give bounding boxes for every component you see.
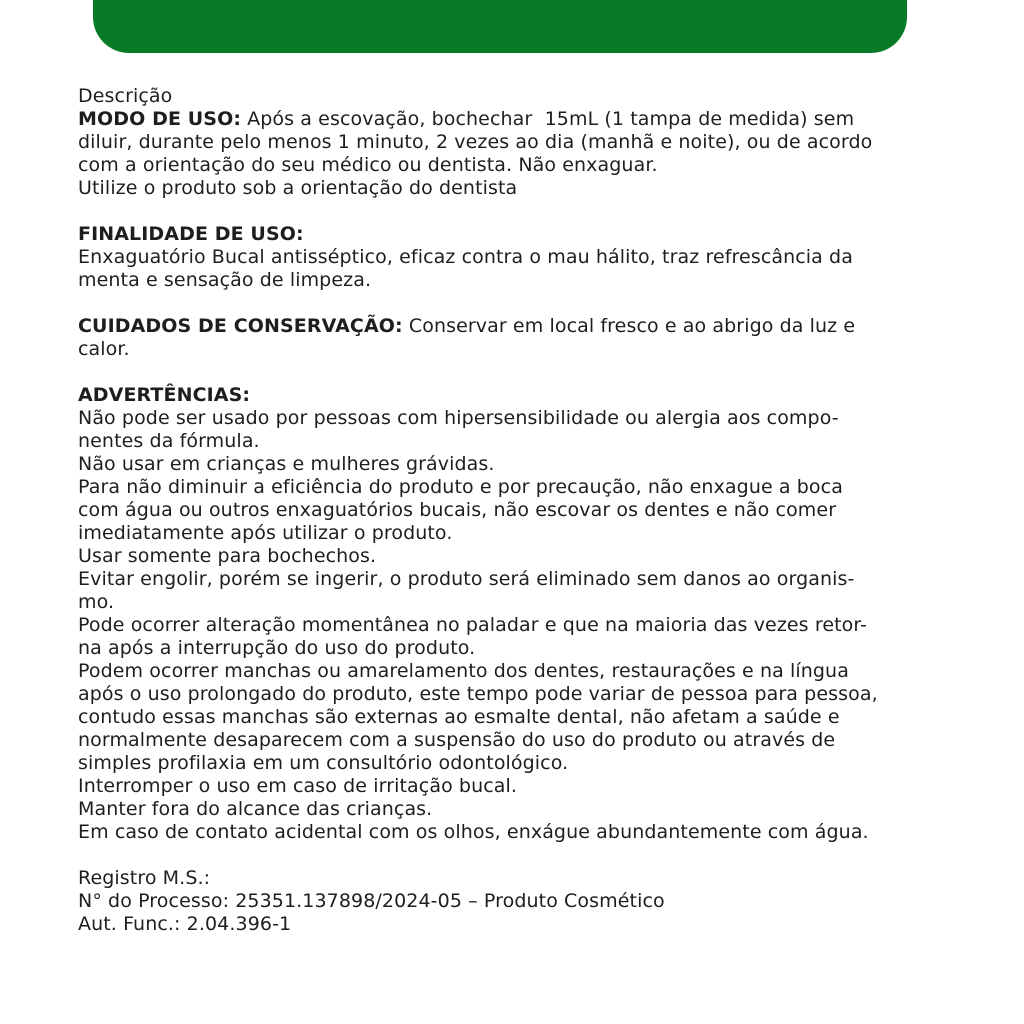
text-line: Não usar em crianças e mulheres grávidas. (78, 453, 495, 475)
text-line: Registro M.S.: (78, 867, 211, 889)
text-line: simples profilaxia em um consultório odontológico. (78, 752, 569, 774)
text-line: Pode ocorrer alteração momentânea no paladar e que na maioria das vezes retor- (78, 614, 868, 636)
section-registro (78, 867, 968, 936)
section-descricao-modo-de-uso (78, 85, 968, 200)
text-line: normalmente desaparecem com a suspensão do uso do produto ou através de (78, 729, 836, 751)
text-line (78, 315, 968, 338)
text-line: imediatamente após utilizar o produto. (78, 522, 453, 544)
bold-label: MODO DE USO: (78, 108, 242, 130)
text-line: mo. (78, 591, 115, 613)
text-line: Usar somente para bochechos. (78, 545, 377, 567)
bold-label: CUIDADOS DE CONSERVAÇÃO: (78, 315, 403, 337)
label-text-content (78, 85, 968, 959)
section-heading (78, 384, 968, 407)
text-line: com água ou outros enxaguatórios bucais, não escovar os dentes e não comer (78, 499, 837, 521)
text-line: Não pode ser usado por pessoas com hipersensibilidade ou alergia aos compo- (78, 407, 839, 429)
text-line: nentes da fórmula. (78, 430, 260, 452)
text-line: Para não diminuir a eficiência do produto e por precaução, não enxague a boca (78, 476, 843, 498)
text-line: com a orientação do seu médico ou dentista. Não enxaguar. (78, 154, 658, 176)
text-line: contudo essas manchas são externas ao esmalte dental, não afetam a saúde e (78, 706, 840, 728)
text-line: menta e sensação de limpeza. (78, 269, 372, 291)
section-advertencias (78, 384, 968, 844)
header-bar (93, 0, 907, 53)
section-heading (78, 223, 968, 246)
section-cuidados-de-conservacao (78, 315, 968, 361)
text-line: Enxaguatório Bucal antisséptico, eficaz contra o mau hálito, traz refrescância da (78, 246, 853, 268)
text-line: Interromper o uso em caso de irritação bucal. (78, 775, 518, 797)
bold-label: FINALIDADE DE USO: (78, 223, 304, 245)
text-line: diluir, durante pelo menos 1 minuto, 2 vezes ao dia (manhã e noite), ou de acordo (78, 131, 873, 153)
text-line: Podem ocorrer manchas ou amarelamento dos dentes, restaurações e na língua (78, 660, 849, 682)
line-text: Conservar em local fresco e ao abrigo da luz e (402, 315, 856, 337)
text-line: Manter fora do alcance das crianças. (78, 798, 433, 820)
text-line: Descrição (78, 85, 173, 107)
line-text: Após a escovação, bochechar 15mL (1 tampa de medida) sem (241, 108, 855, 130)
section-finalidade-de-uso (78, 223, 968, 292)
text-line: na após a interrupção do uso do produto. (78, 637, 476, 659)
text-line: Evitar engolir, porém se ingerir, o produto será eliminado sem danos ao organis- (78, 568, 855, 590)
bold-label: ADVERTÊNCIAS: (78, 384, 251, 406)
text-line (78, 108, 968, 131)
text-line: calor. (78, 338, 130, 360)
text-line: N° do Processo: 25351.137898/2024-05 – Produto Cosmético (78, 890, 665, 912)
text-line: Aut. Func.: 2.04.396-1 (78, 913, 292, 935)
text-line: Em caso de contato acidental com os olhos, enxágue abundantemente com água. (78, 821, 869, 843)
text-line: Utilize o produto sob a orientação do dentista (78, 177, 518, 199)
text-line: após o uso prolongado do produto, este tempo pode variar de pessoa para pessoa, (78, 683, 878, 705)
